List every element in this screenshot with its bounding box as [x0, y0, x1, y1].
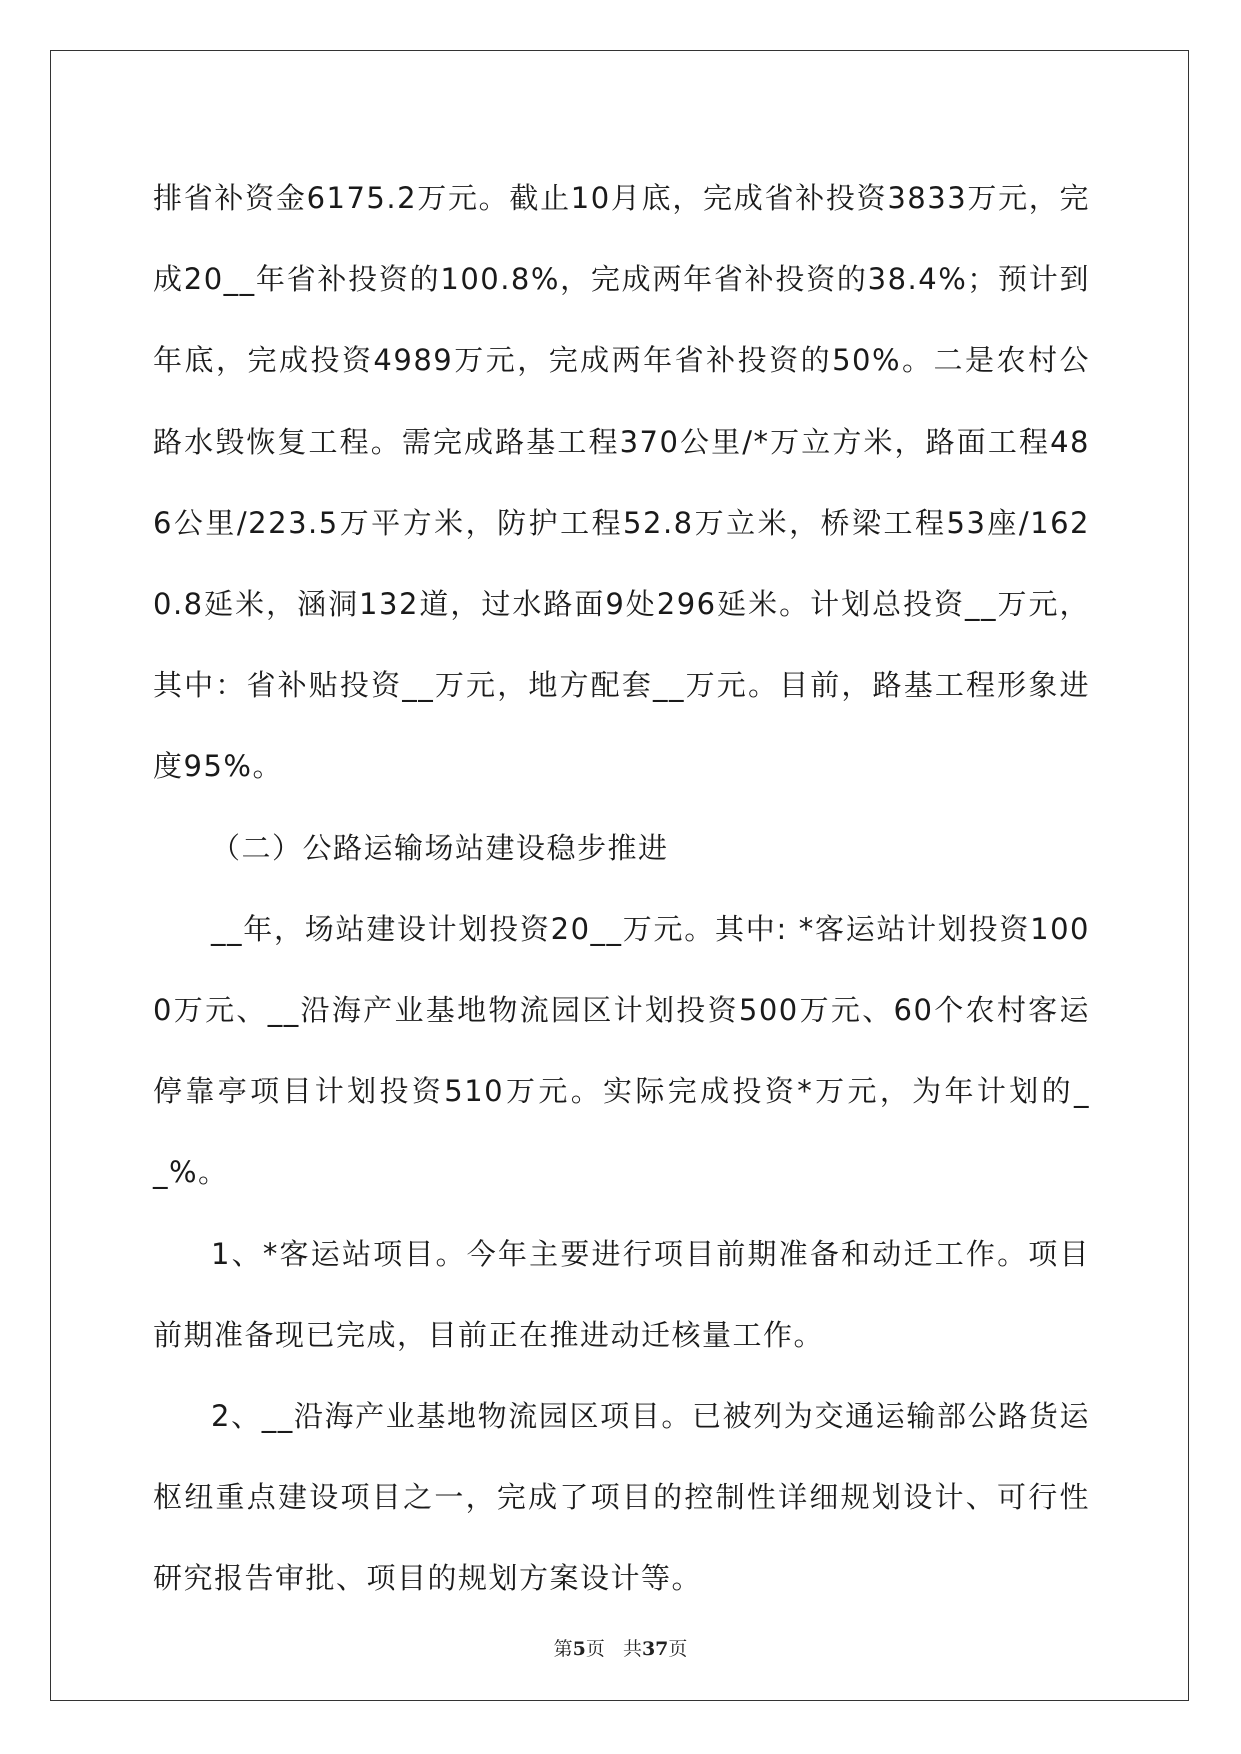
page-number: 5 [572, 1638, 586, 1660]
paragraph: 2、__沿海产业基地物流园区项目。已被列为交通运输部公路货运枢纽重点建设项目之一，完成了项目的控制性详细规划设计、可行性研究报告审批、项目的规划方案设计等。 [153, 1399, 1090, 1596]
page-footer [0, 1634, 1241, 1661]
footer-middle: 页 共 [585, 1638, 642, 1660]
footer-prefix: 第 [553, 1638, 573, 1660]
paragraph: 排省补资金6175.2万元。截止10月底，完成省补投资3833万元，完成20__年省补投资的100.8%，完成两年省补投资的38.4%；预计到年底，完成投资4989万元，完成两年省补投资的50%。二是农村公路水毁恢复工程。需完成路基工程370公里/*万立方米，路面工程486公里/223.5万平方米，防护工程52.8万立米，桥梁工程53座/1620.8延米，涵洞132道，过水路面9处296延米。计划总投资__万元，其中：省补贴投资__万元，地方配套__万元。目前，路基工程形象进度95%。 [153, 181, 1090, 784]
section-heading: （二）公路运输场站建设稳步推进 [211, 830, 669, 865]
footer-suffix: 页 [668, 1638, 688, 1660]
paragraph: __年，场站建设计划投资20__万元。其中: *客运站计划投资1000万元、__沿海产业基地物流园区计划投资500万元、60个农村客运停靠亭项目计划投资510万元。实际完成投资*万元，为年计划的__%。 [153, 911, 1090, 1190]
document-body [153, 158, 1090, 1620]
total-pages: 37 [641, 1638, 669, 1660]
paragraph: 1、*客运站项目。今年主要进行项目前期准备和动迁工作。项目前期准备现已完成，目前正在推进动迁核量工作。 [153, 1236, 1090, 1352]
